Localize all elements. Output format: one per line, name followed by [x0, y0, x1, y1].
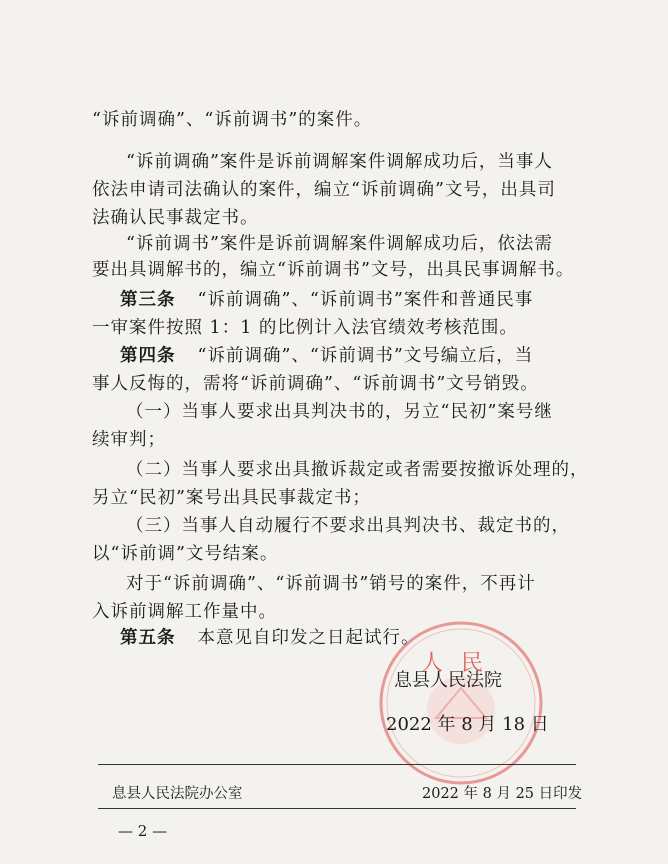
- text-line: “诉前调确”案件是诉前调解案件调解成功后，当事人: [126, 152, 553, 172]
- text-line: [120, 344, 620, 368]
- article-heading: 第三条: [120, 290, 176, 310]
- text-line: 对于“诉前调确”、“诉前调书”销号的案件，不再计: [126, 574, 536, 594]
- article-heading: 第五条: [120, 628, 176, 648]
- text-line: （一）当事人要求出具判决书的，另立“民初”案号继: [126, 402, 553, 422]
- text-line: 法确认民事裁定书。: [92, 208, 259, 228]
- text-line: “诉前调书”案件是诉前调解案件调解成功后，依法需: [126, 234, 553, 254]
- line-text: “诉前调确”、“诉前调书”文号编立后，当: [197, 346, 534, 366]
- text-line: “诉前调确”、“诉前调书”的案件。: [92, 110, 373, 130]
- footer-rule-bottom: [98, 808, 576, 809]
- text-line: （二）当事人要求出具撤诉裁定或者需要按撤诉处理的，: [126, 460, 589, 480]
- article-heading: 第四条: [120, 346, 176, 366]
- page-number: — 2 —: [118, 822, 168, 840]
- text-line: 入诉前调解工作量中。: [92, 602, 277, 622]
- signature-date: 2022 年 8 月 18 日: [386, 714, 549, 735]
- footer-rule-top: [98, 764, 576, 765]
- line-text: “诉前调确”、“诉前调书”案件和普通民事: [197, 290, 534, 310]
- seal-text: 人民: [420, 651, 502, 676]
- text-line: （三）当事人自动履行不要求出具判决书、裁定书的，: [126, 516, 570, 536]
- text-line: 一审案件按照 1：1 的比例计入法官绩效考核范围。: [92, 318, 518, 338]
- line-text: 本意见自印发之日起试行。: [197, 628, 420, 648]
- text-line: 事人反悔的，需将“诉前调确”、“诉前调书”文号销毁。: [92, 374, 539, 394]
- footer-issuer: 息县人民法院办公室: [112, 786, 243, 802]
- text-line: 依法申请司法确认的案件，编立“诉前调确”文号，出具司: [92, 180, 556, 200]
- text-line: [120, 288, 620, 312]
- text-line: 续审判；: [92, 430, 166, 450]
- footer-issue-date: 2022 年 8 月 25 日印发: [422, 786, 583, 802]
- signature-org: 息县人民法院: [394, 670, 502, 691]
- text-line: 另立“民初”案号出具民事裁定书；: [92, 488, 371, 508]
- text-line: 要出具调解书的，编立“诉前调书”文号，出具民事调解书。: [92, 260, 575, 280]
- text-line: [120, 626, 620, 650]
- text-line: 以“诉前调”文号结案。: [92, 544, 279, 564]
